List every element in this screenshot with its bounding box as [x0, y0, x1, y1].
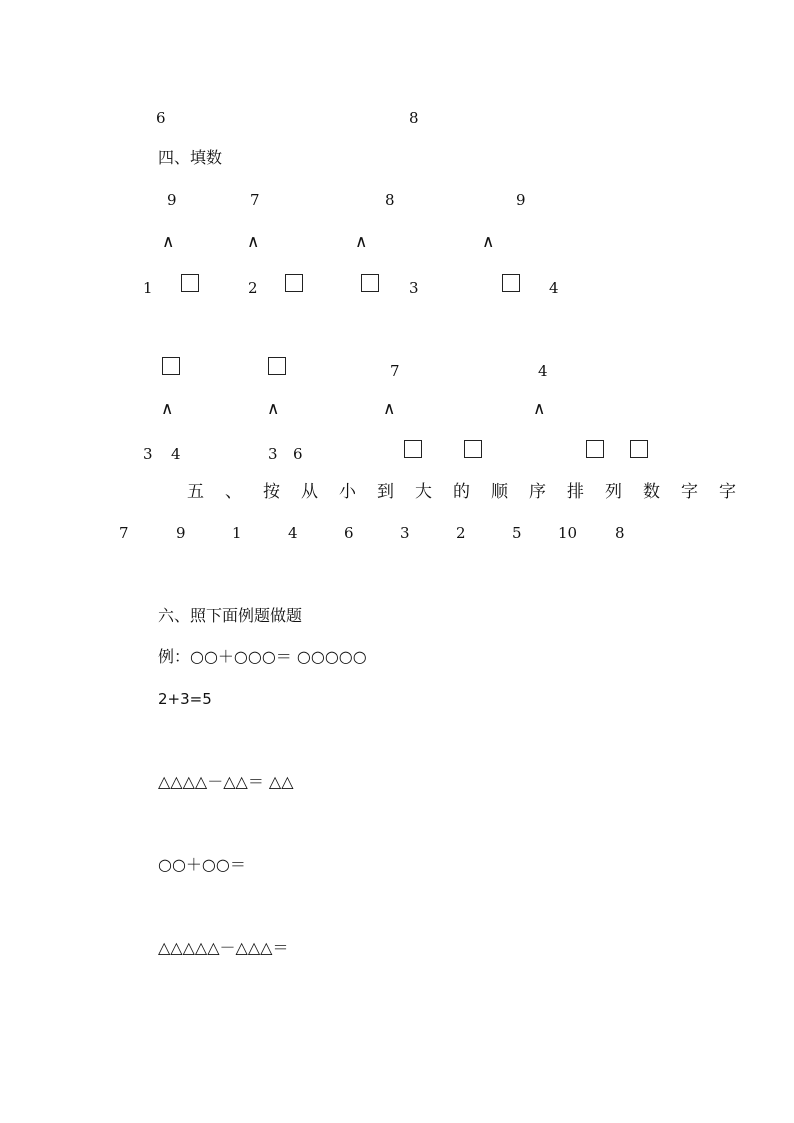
top-left-number: 6	[156, 109, 166, 127]
row1-top-1: 9	[167, 191, 177, 209]
row2-fork-1: ∧	[161, 399, 174, 419]
answer-box[interactable]	[268, 357, 286, 375]
row2-top-1: 7	[390, 362, 400, 380]
sequence-number: 9	[176, 524, 186, 542]
sequence-number: 7	[119, 524, 129, 542]
sequence-number: 5	[512, 524, 522, 542]
row2-fork-3: ∧	[383, 399, 396, 419]
sequence-number: 3	[400, 524, 410, 542]
question-2: ○○＋○○＝	[158, 855, 246, 874]
answer-box[interactable]	[361, 274, 379, 292]
row2-bottom-num-4: 6	[293, 445, 303, 463]
answer-box[interactable]	[502, 274, 520, 292]
sequence-number: 10	[558, 524, 578, 542]
row1-bottom-num-1: 1	[143, 279, 153, 297]
answer-box[interactable]	[285, 274, 303, 292]
row1-top-4: 9	[516, 191, 526, 209]
row1-bottom-num-4: 4	[549, 279, 559, 297]
sequence-number: 1	[232, 524, 242, 542]
row1-top-2: 7	[250, 191, 260, 209]
row1-fork-1: ∧	[162, 232, 175, 252]
question-1: △△△△－△△＝ △△	[158, 772, 294, 791]
question-3: △△△△△－△△△＝	[158, 938, 289, 957]
answer-box[interactable]	[586, 440, 604, 458]
section-5-heading: 五、按从小到大的顺序排列数字字	[187, 482, 757, 502]
answer-box[interactable]	[181, 274, 199, 292]
sequence-number: 6	[344, 524, 354, 542]
row1-bottom-num-3: 3	[409, 279, 419, 297]
sequence-number: 2	[456, 524, 466, 542]
row2-top-2: 4	[538, 362, 548, 380]
section-4-heading: 四、填数	[158, 148, 223, 167]
section-6-heading: 六、照下面例题做题	[158, 606, 303, 625]
row2-bottom-num-2: 4	[171, 445, 181, 463]
answer-box[interactable]	[630, 440, 648, 458]
sequence-number: 8	[615, 524, 625, 542]
answer-box[interactable]	[162, 357, 180, 375]
answer-box[interactable]	[464, 440, 482, 458]
example-line: 例：○○＋○○○＝ ○○○○○	[158, 647, 367, 666]
row1-bottom-num-2: 2	[248, 279, 258, 297]
row2-fork-4: ∧	[533, 399, 546, 419]
row2-bottom-num-1: 3	[143, 445, 153, 463]
example-equation: 2+3=5	[158, 690, 212, 708]
row2-fork-2: ∧	[267, 399, 280, 419]
row1-fork-2: ∧	[247, 232, 260, 252]
row2-bottom-num-3: 3	[268, 445, 278, 463]
row1-fork-4: ∧	[482, 232, 495, 252]
row1-fork-3: ∧	[355, 232, 368, 252]
answer-box[interactable]	[404, 440, 422, 458]
row1-top-3: 8	[385, 191, 395, 209]
top-right-number: 8	[409, 109, 419, 127]
sequence-number: 4	[288, 524, 298, 542]
